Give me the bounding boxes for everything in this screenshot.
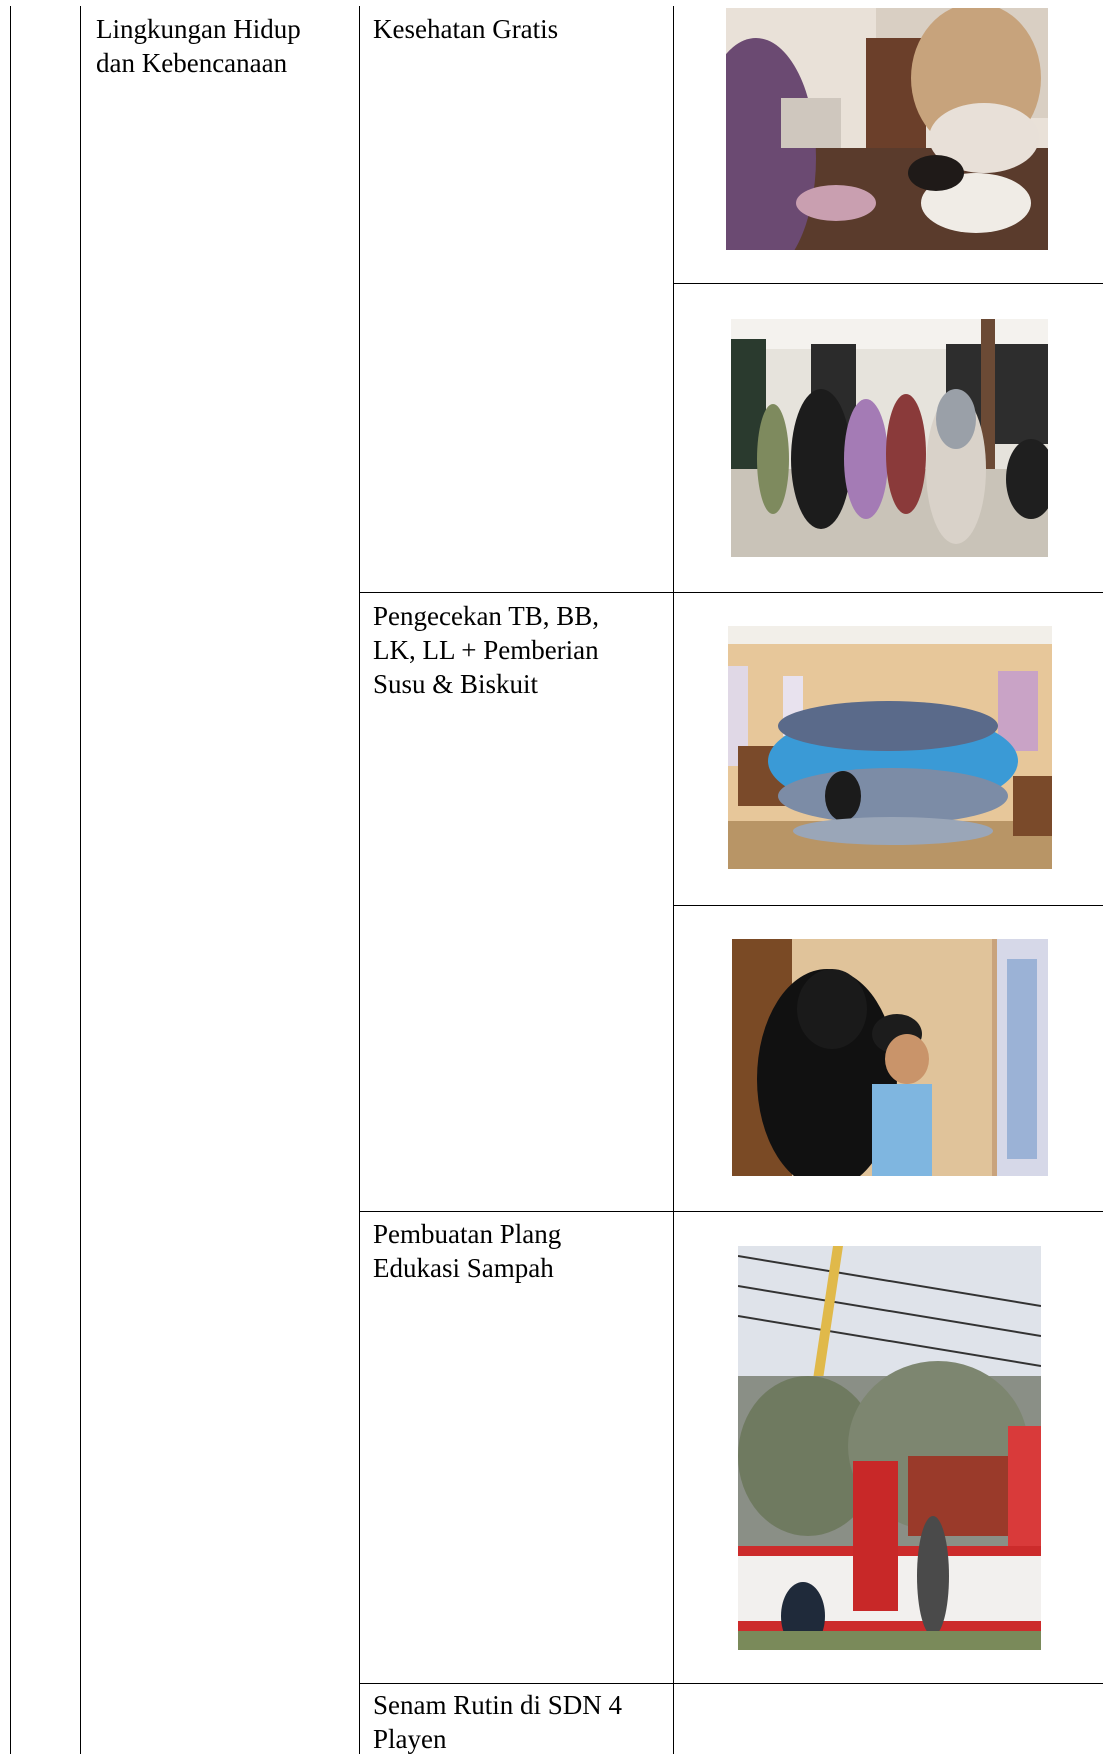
activity-table <box>10 6 1103 1754</box>
photo-exercise-hall <box>731 319 1048 557</box>
column-divider-3 <box>673 6 674 1754</box>
activity-label: Kesehatan Gratis <box>373 14 559 44</box>
photo-height-measure <box>732 939 1048 1176</box>
activity-label: Senam Rutin di SDN 4 Playen <box>373 1690 623 1754</box>
photo-blood-check <box>726 8 1048 250</box>
photo-signpost <box>738 1246 1041 1650</box>
category-label: Lingkungan Hidup dan Kebencanaan <box>96 14 301 78</box>
activity-label: Pengecekan TB, BB, LK, LL + Pemberian Susu & Biskuit <box>373 601 599 699</box>
row-divider <box>359 1211 1103 1212</box>
table-border-left <box>10 6 11 1754</box>
column-divider-1 <box>80 6 81 1754</box>
photo-class-group <box>728 626 1052 869</box>
row-divider <box>359 592 1103 593</box>
photo-row-divider <box>673 283 1103 284</box>
photo-row-divider <box>673 905 1103 906</box>
activity-label: Pembuatan Plang Edukasi Sampah <box>373 1219 562 1283</box>
column-divider-2 <box>359 6 360 1754</box>
row-divider <box>359 1683 1103 1684</box>
